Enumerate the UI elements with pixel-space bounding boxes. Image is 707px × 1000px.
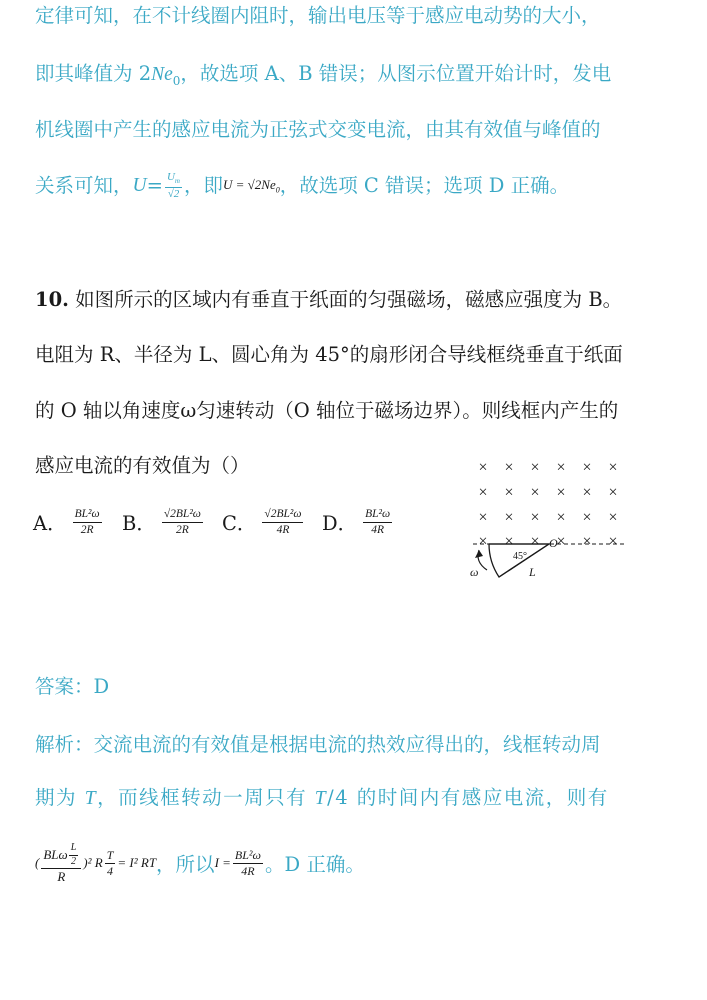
- u-symbol: U: [132, 175, 147, 197]
- l-label: L: [529, 565, 536, 579]
- analysis-line-2: [35, 788, 609, 809]
- t-symbol: T: [314, 788, 328, 809]
- cross-mark: ×: [530, 484, 540, 501]
- fraction-numerator: √2BL²ω: [262, 508, 303, 522]
- equals-sign: =: [146, 174, 163, 198]
- cross-mark: ×: [504, 509, 514, 526]
- cross-mark: ×: [582, 459, 592, 476]
- option-c[interactable]: [222, 508, 305, 536]
- cross-mark: ×: [530, 509, 540, 526]
- cross-mark: ×: [556, 459, 566, 476]
- text-segment: 关系可知，: [35, 174, 133, 198]
- text-segment: 。D 正确。: [265, 853, 365, 877]
- cross-mark: ×: [608, 484, 618, 501]
- question-text: 如图所示的区域内有垂直于纸面的匀强磁场，磁感应强度为 B。: [68, 288, 623, 311]
- subscript: 0: [172, 73, 181, 88]
- prev-solution-line-1: 定律可知，在不计线圈内阻时，输出电压等于感应电动势的大小，: [35, 4, 601, 27]
- text-segment: 即其峰值为 2: [35, 62, 152, 85]
- t-symbol: T: [84, 788, 98, 809]
- prev-solution-line-3: 机线圈中产生的感应电流为正弦式交变电流，由其有效值与峰值的: [35, 118, 601, 141]
- cross-mark: ×: [478, 533, 488, 550]
- cross-mark: ×: [478, 509, 488, 526]
- angle-label: 45°: [513, 551, 527, 562]
- question-line-2: 电阻为 R、半径为 L、圆心角为 45°的扇形闭合导线框绕垂直于纸面: [35, 343, 623, 366]
- option-label: D．: [322, 512, 358, 535]
- text-segment: ，所以: [156, 853, 215, 877]
- cross-mark: ×: [530, 533, 540, 550]
- cross-mark: ×: [582, 533, 592, 550]
- cross-mark: ×: [478, 459, 488, 476]
- option-b[interactable]: [122, 508, 205, 536]
- fraction-numerator: BLω $\frac{L}{2}$: [41, 843, 81, 869]
- question-number: 10.: [35, 288, 69, 311]
- fraction-denominator: 2R: [80, 523, 94, 536]
- text-segment: ，即: [183, 174, 223, 198]
- ne-symbol: Ne: [151, 64, 173, 85]
- formula-part: I =: [214, 855, 231, 871]
- analysis-line-1: 解析：交流电流的有效值是根据电流的热效应得出的，线框转动周: [35, 733, 601, 756]
- question-line-3: 的 O 轴以角速度ω匀速转动（O 轴位于磁场边界）。则线框内产生的: [35, 399, 619, 422]
- fraction-denominator: √2: [167, 187, 180, 200]
- power-fraction: [41, 843, 81, 884]
- option-fraction: [262, 508, 303, 535]
- cross-mark: ×: [504, 533, 514, 550]
- question-line-1: [35, 290, 622, 310]
- arrow-head-icon: [475, 550, 483, 558]
- question-line-4: 感应电流的有效值为（）: [35, 454, 250, 477]
- text-segment: 期为: [35, 786, 85, 809]
- cross-mark: ×: [530, 459, 540, 476]
- cross-mark: ×: [556, 484, 566, 501]
- cross-mark: ×: [504, 459, 514, 476]
- fraction-numerator: BL²ω: [73, 508, 102, 522]
- fraction-denominator: 4R: [276, 523, 290, 536]
- u-fraction: [165, 172, 182, 200]
- o-axis-label: O: [549, 536, 558, 550]
- option-fraction: [162, 508, 203, 535]
- option-fraction: [363, 508, 392, 535]
- cross-mark: ×: [478, 484, 488, 501]
- magnetic-field-figure: [465, 452, 645, 587]
- t-over-4-fraction: $\frac{T}{4}$: [106, 848, 114, 878]
- formula-part: = I² RT: [117, 855, 157, 871]
- cross-mark: ×: [582, 509, 592, 526]
- cross-mark: ×: [556, 533, 566, 550]
- inner-fraction: $\frac{L}{2}$: [70, 842, 77, 867]
- prev-solution-line-2: [35, 64, 611, 87]
- fraction-numerator: BL²ω: [363, 508, 392, 522]
- fraction-denominator: 4R: [371, 523, 385, 536]
- text-segment: ，而线框转动一周只有: [97, 786, 315, 809]
- option-fraction: [73, 508, 102, 535]
- cross-mark: ×: [582, 484, 592, 501]
- cross-mark: ×: [608, 459, 618, 476]
- i-fraction: $\frac{\text{BL²ω}}{4R}$: [234, 848, 261, 878]
- option-label: C．: [222, 512, 257, 535]
- formula-part: )² R: [83, 855, 103, 871]
- option-label: A．: [33, 512, 67, 535]
- fraction-numerator: √2BL²ω: [162, 508, 203, 522]
- cross-mark: ×: [608, 533, 618, 550]
- option-label: B．: [122, 512, 156, 535]
- option-a[interactable]: [33, 508, 104, 536]
- paren-open: (: [35, 855, 40, 871]
- analysis-formula: [35, 843, 365, 884]
- text-segment: ，故选项 C 错误；选项 D 正确。: [279, 174, 570, 198]
- text-segment: ，故选项 A、B 错误；从图示位置开始计时，发电: [180, 62, 612, 85]
- u-equation: $U = √2Ne_0$: [222, 176, 280, 195]
- omega-label: ω: [470, 565, 479, 579]
- prev-solution-line-4: [35, 172, 569, 200]
- field-crosses: [478, 459, 617, 550]
- cross-mark: ×: [504, 484, 514, 501]
- cross-mark: ×: [608, 509, 618, 526]
- fraction-denominator: R: [57, 869, 66, 884]
- option-d[interactable]: [322, 508, 394, 536]
- cross-mark: ×: [556, 509, 566, 526]
- fraction-numerator: $U_m$: [165, 172, 182, 188]
- fraction-denominator: 2R: [175, 523, 189, 536]
- text-segment: /4 的时间内有感应电流，则有: [327, 786, 609, 809]
- answer-line: 答案：D: [35, 675, 110, 698]
